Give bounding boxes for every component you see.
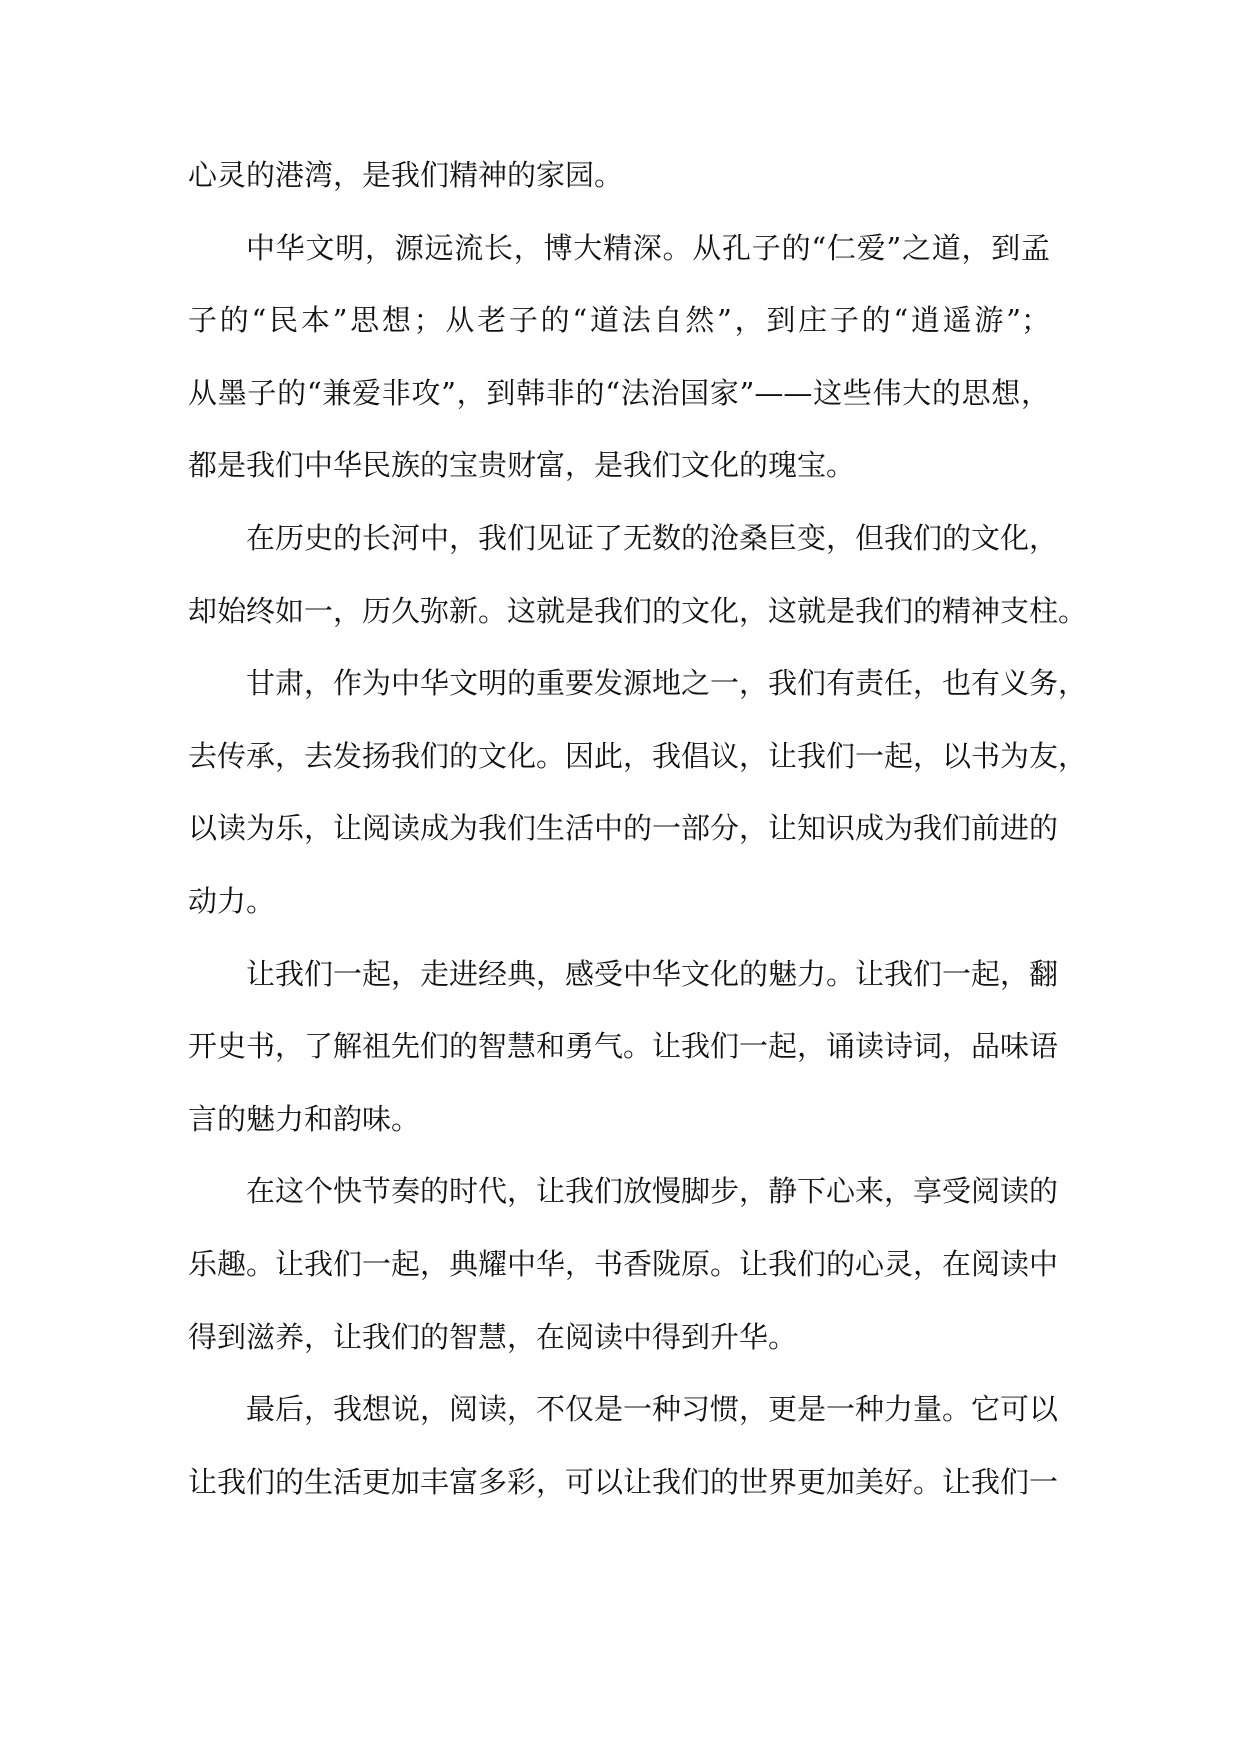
body-text xyxy=(188,139,1088,1518)
text-line: 从墨子的“兼爱非攻”，到韩非的“法治国家”——这些伟大的思想， xyxy=(188,375,1050,410)
text-line: 动力。 xyxy=(188,883,276,918)
text-line: 言的魅力和韵味。 xyxy=(188,1101,421,1136)
text-line: 让我们一起，走进经典，感受中华文化的魅力。让我们一起，翻 xyxy=(246,956,1059,991)
text-line: 开史书，了解祖先们的智慧和勇气。让我们一起，诵读诗词，品味语 xyxy=(188,1029,1059,1064)
text-line: 在历史的长河中，我们见证了无数的沧桑巨变，但我们的文化， xyxy=(246,520,1059,555)
text-line: 子的“民本”思想；从老子的“道法自然”，到庄子的“逍遥游”； xyxy=(188,303,1050,338)
text-line: 却始终如一，历久弥新。这就是我们的文化，这就是我们的精神支柱。 xyxy=(188,593,1088,628)
text-line: 甘肃，作为中华文明的重要发源地之一，我们有责任，也有义务， xyxy=(246,666,1088,701)
text-line: 中华文明，源远流长，博大精深。从孔子的“仁爱”之道，到孟 xyxy=(246,230,1050,265)
text-line: 让我们的生活更加丰富多彩，可以让我们的世界更加美好。让我们一 xyxy=(188,1464,1059,1499)
text-line: 都是我们中华民族的宝贵财富，是我们文化的瑰宝。 xyxy=(188,448,856,483)
text-line: 以读为乐，让阅读成为我们生活中的一部分，让知识成为我们前进的 xyxy=(188,811,1059,846)
text-line: 乐趣。让我们一起，典耀中华，书香陇原。让我们的心灵，在阅读中 xyxy=(188,1246,1059,1281)
text-line: 得到滋养，让我们的智慧，在阅读中得到升华。 xyxy=(188,1319,798,1354)
text-line: 去传承，去发扬我们的文化。因此，我倡议，让我们一起，以书为友， xyxy=(188,738,1088,773)
text-line: 最后，我想说，阅读，不仅是一种习惯，更是一种力量。它可以 xyxy=(246,1392,1059,1427)
text-line: 在这个快节奏的时代，让我们放慢脚步，静下心来，享受阅读的 xyxy=(246,1174,1059,1209)
text-line: 心灵的港湾，是我们精神的家园。 xyxy=(188,158,624,192)
